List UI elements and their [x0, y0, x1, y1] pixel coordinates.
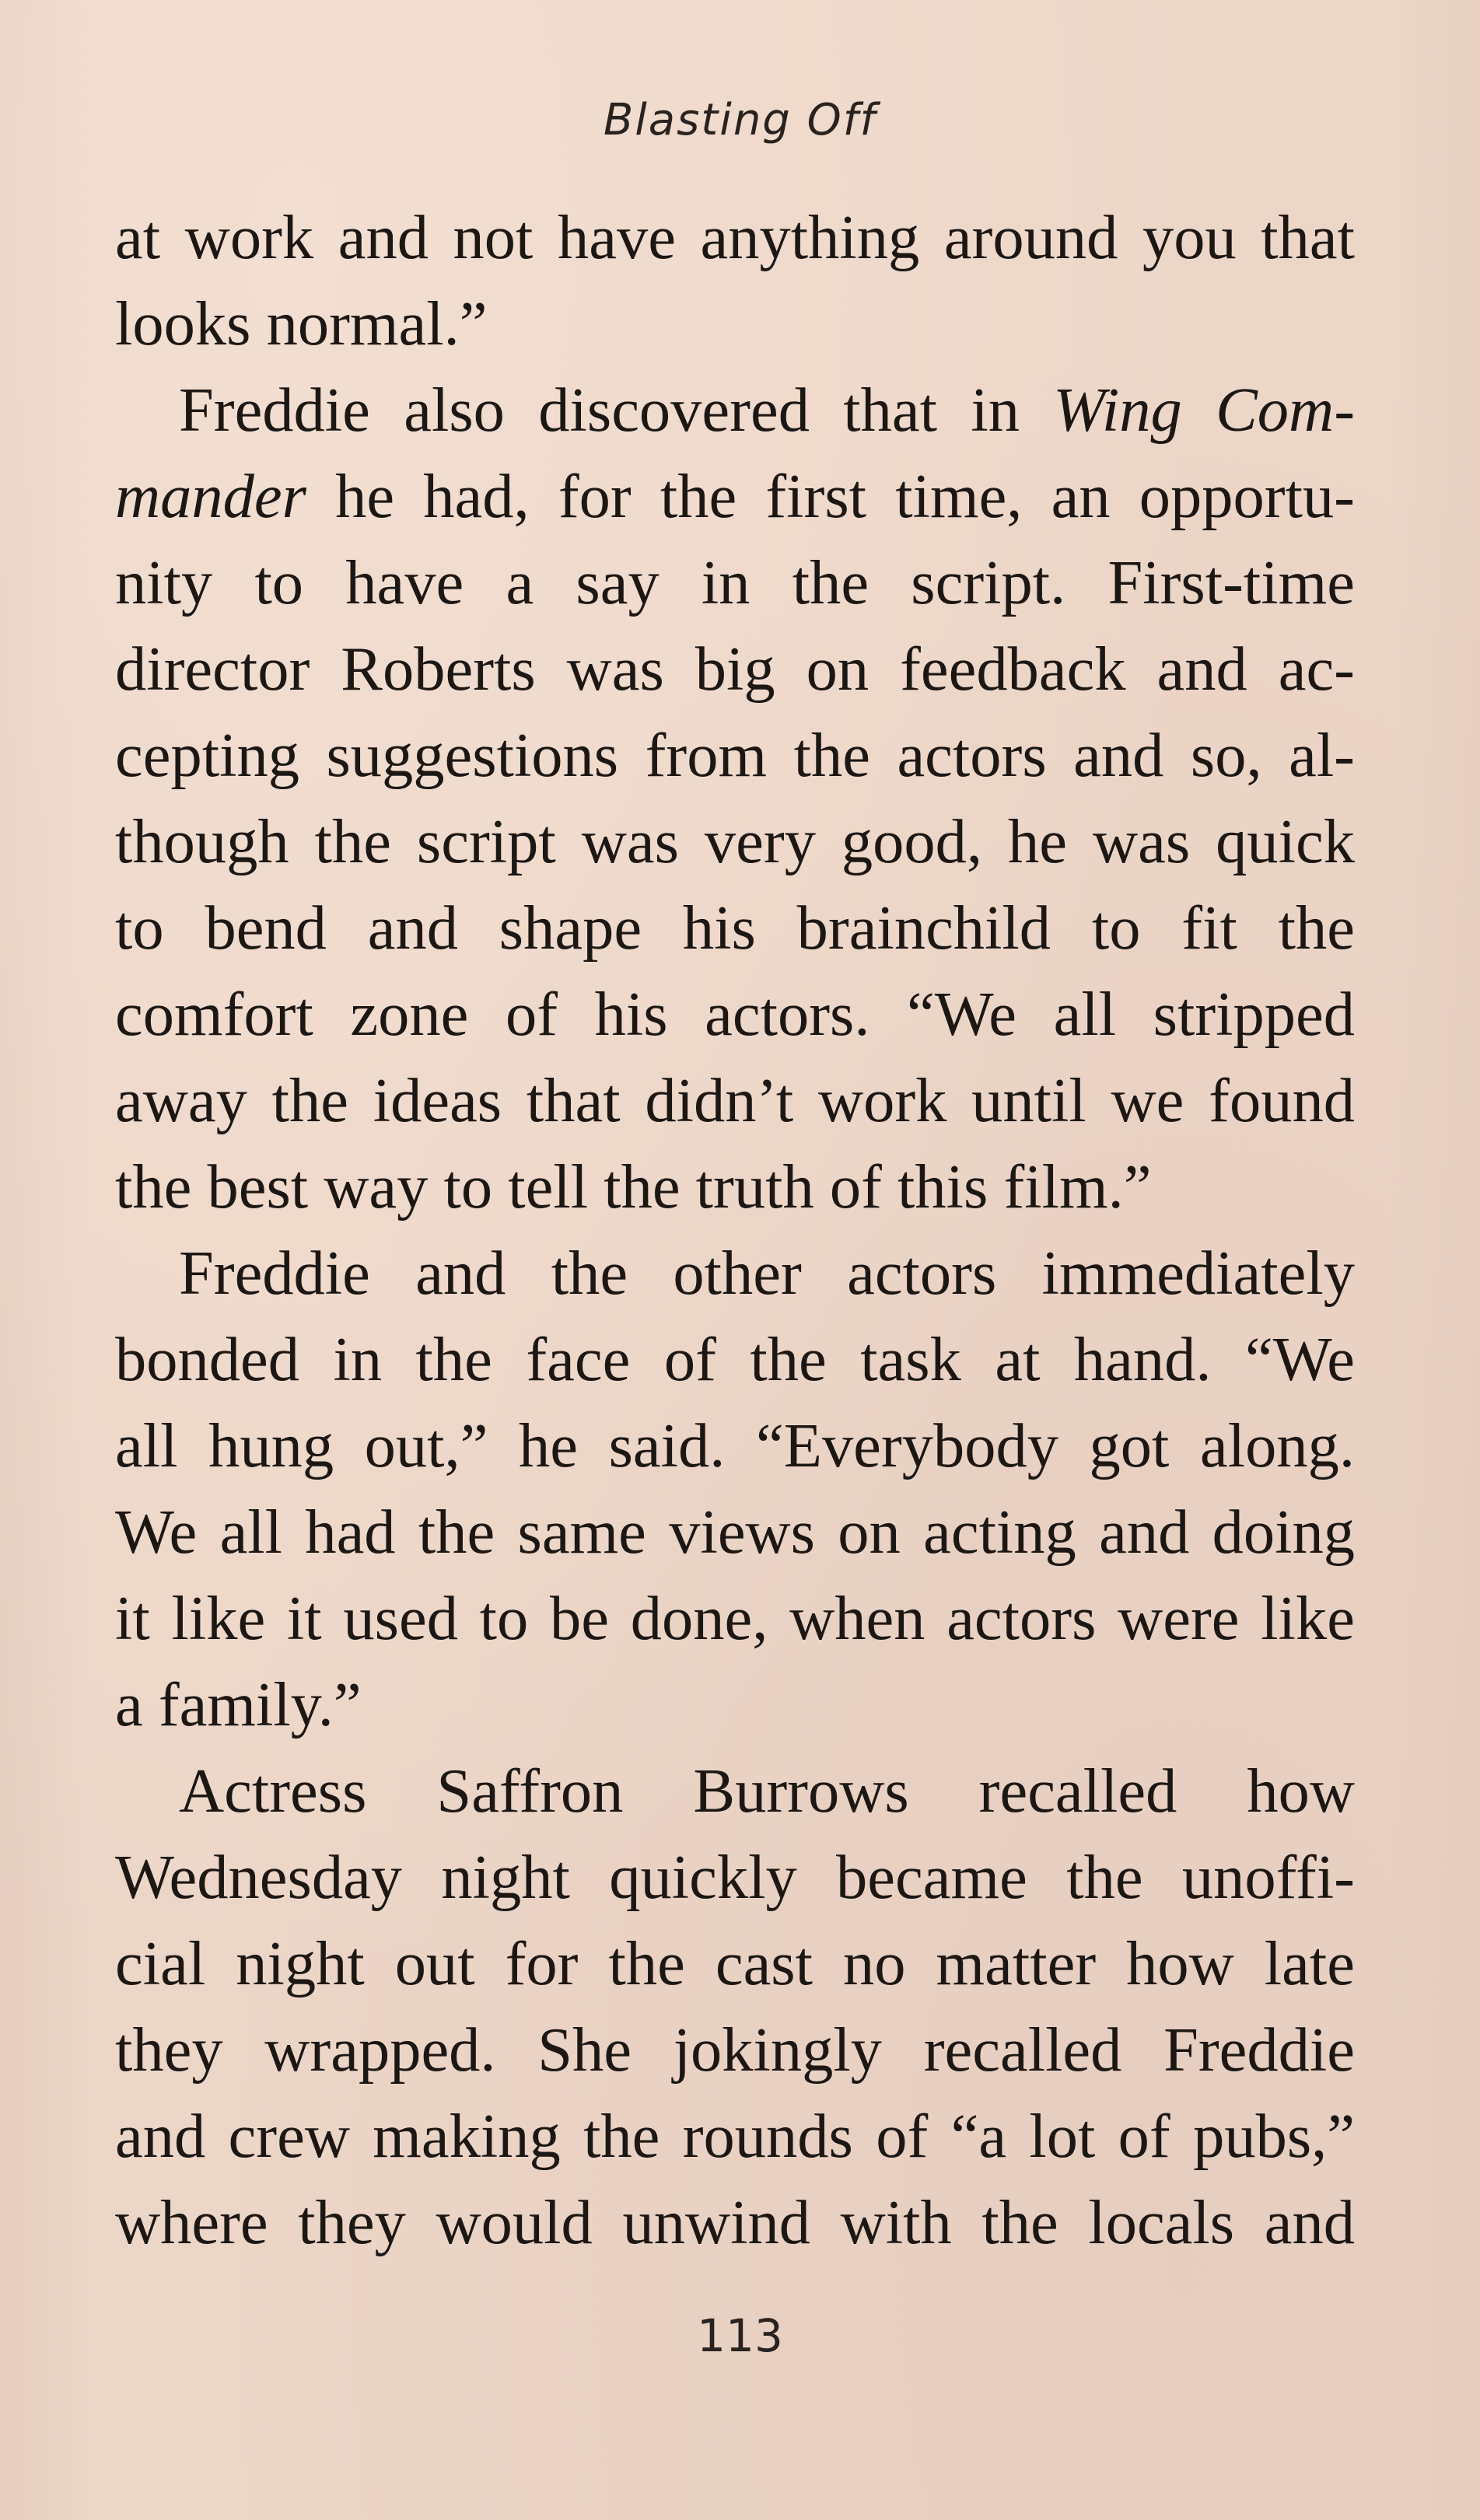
page-number: 113 — [697, 2309, 783, 2362]
text-line: nity to have a say in the script. First-time — [115, 548, 1355, 617]
italic-title-segment: Wing Com- — [1053, 376, 1356, 445]
text-line: cial night out for the cast no matter how late — [115, 1929, 1355, 1998]
text-line: all hung out,” he said. “Everybody got along. — [115, 1411, 1355, 1480]
paragraph-start-line: Actress Saffron Burrows recalled how — [179, 1756, 1355, 1826]
body-text — [115, 194, 1355, 2266]
text-line: and crew making the rounds of “a lot of pubs,” — [115, 2102, 1355, 2171]
text-line: though the script was very good, he was quick — [115, 807, 1355, 876]
text-segment: Freddie also discovered that in — [179, 376, 1054, 445]
running-head: Blasting Off — [603, 95, 877, 145]
text-line: a family.” — [115, 1670, 362, 1739]
text-line — [115, 453, 1355, 540]
paragraph-start-line — [115, 367, 1355, 453]
text-line: it like it used to be done, when actors were like — [115, 1584, 1355, 1653]
text-line: director Roberts was big on feedback and ac- — [115, 634, 1355, 704]
text-line: bonded in the face of the task at hand. “We — [115, 1325, 1355, 1394]
text-line: Wednesday night quickly became the unoffi- — [115, 1843, 1355, 1912]
paragraph-start-line: Freddie and the other actors immediately — [179, 1239, 1355, 1308]
text-line: comfort zone of his actors. “We all stripped — [115, 980, 1355, 1049]
text-line: the best way to tell the truth of this film.” — [115, 1152, 1152, 1222]
italic-title-segment: mander — [115, 462, 306, 531]
text-line: away the ideas that didn’t work until we found — [115, 1066, 1355, 1135]
text-line: cepting suggestions from the actors and so, al- — [115, 721, 1355, 790]
text-line: they wrapped. She jokingly recalled Freddie — [115, 2015, 1355, 2085]
text-line: We all had the same views on acting and doing — [115, 1498, 1355, 1567]
text-line: to bend and shape his brainchild to fit the — [115, 893, 1355, 963]
text-segment: he had, for the first time, an opportu- — [306, 462, 1355, 531]
text-line: looks normal.” — [115, 289, 488, 358]
text-line: where they would unwind with the locals and — [115, 2188, 1355, 2257]
text-line: at work and not have anything around you that — [115, 203, 1355, 272]
